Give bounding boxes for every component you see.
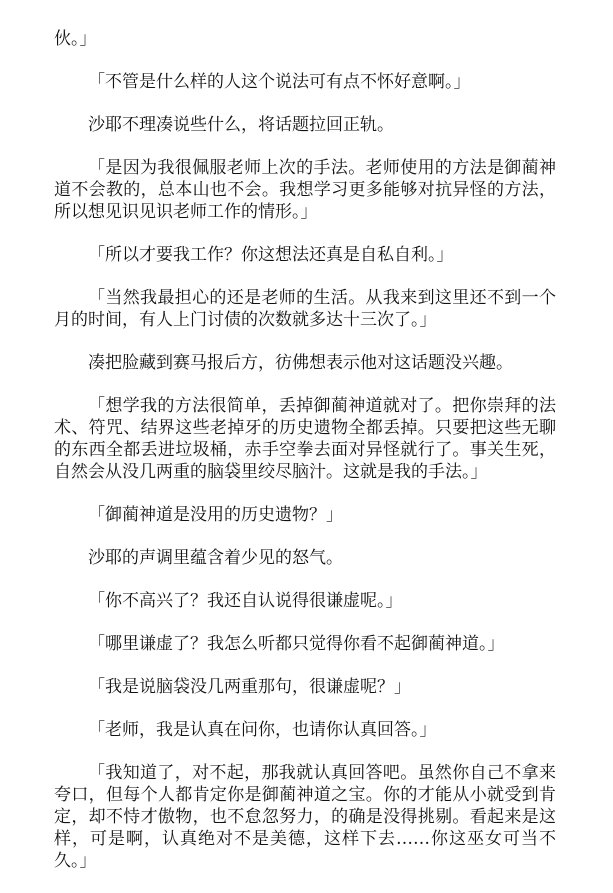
paragraph: 「想学我的方法很简单，丢掉御蔺神道就对了。把你崇拜的法术、符咒、结界这些老掉牙的历史遗物全都丢掉。只要把这些无聊的东西全都丢进垃圾桶，赤手空拳去面对异怪就行了。事关生死，自然会从没几两重的脑袋里绞尽脑汁。这就是我的手法。」	[54, 396, 556, 482]
paragraph: 「我知道了，对不起，那我就认真回答吧。虽然你自己不拿来夸口，但每个人都肯定你是御蔺神道之宝。你的才能从小就受到肯定，却不恃才傲物，也不怠忽努力，的确是没得挑剔。看起来是这样，可是啊，认真绝对不是美德，这样下去……你这巫女可当不久。」	[54, 763, 556, 871]
paragraph: 沙耶不理凑说些什么，将话题拉回正轨。	[88, 115, 394, 135]
paragraph: 「是因为我很佩服老师上次的手法。老师使用的方法是御蔺神道不会教的，总本山也不会。我想学习更多能够对抗异怪的方法，所以想见识见识老师工作的情形。」	[54, 158, 556, 222]
paragraph: 「不管是什么样的人这个说法可有点不怀好意啊。」	[88, 72, 471, 92]
paragraph: 「老师，我是认真在问你，也请你认真回答。」	[88, 720, 437, 740]
paragraph: 沙耶的声调里蕴含着少见的怒气。	[88, 548, 343, 568]
paragraph: 「当然我最担心的还是老师的生活。从我来到这里还不到一个月的时间，有人上门讨债的次数就多达十三次了。」	[54, 288, 556, 330]
body-text	[54, 28, 556, 893]
paragraph: 「哪里谦虚了？我怎么听都只觉得你看不起御蔺神道。」	[88, 634, 505, 654]
paragraph: 「御蔺神道是没用的历史遗物？」	[88, 505, 343, 525]
paragraph: 凑把脸藏到赛马报后方，彷佛想表示他对这话题没兴趣。	[88, 353, 513, 373]
paragraph: 「你不高兴了？我还自认说得很谦虚呢。」	[88, 591, 403, 611]
paragraph: 「所以才要我工作？你这想法还真是自私自利。」	[88, 245, 454, 265]
paragraph: 伙。」	[54, 29, 97, 49]
paragraph: 「我是说脑袋没几两重那句，很谦虚呢？」	[88, 677, 411, 697]
